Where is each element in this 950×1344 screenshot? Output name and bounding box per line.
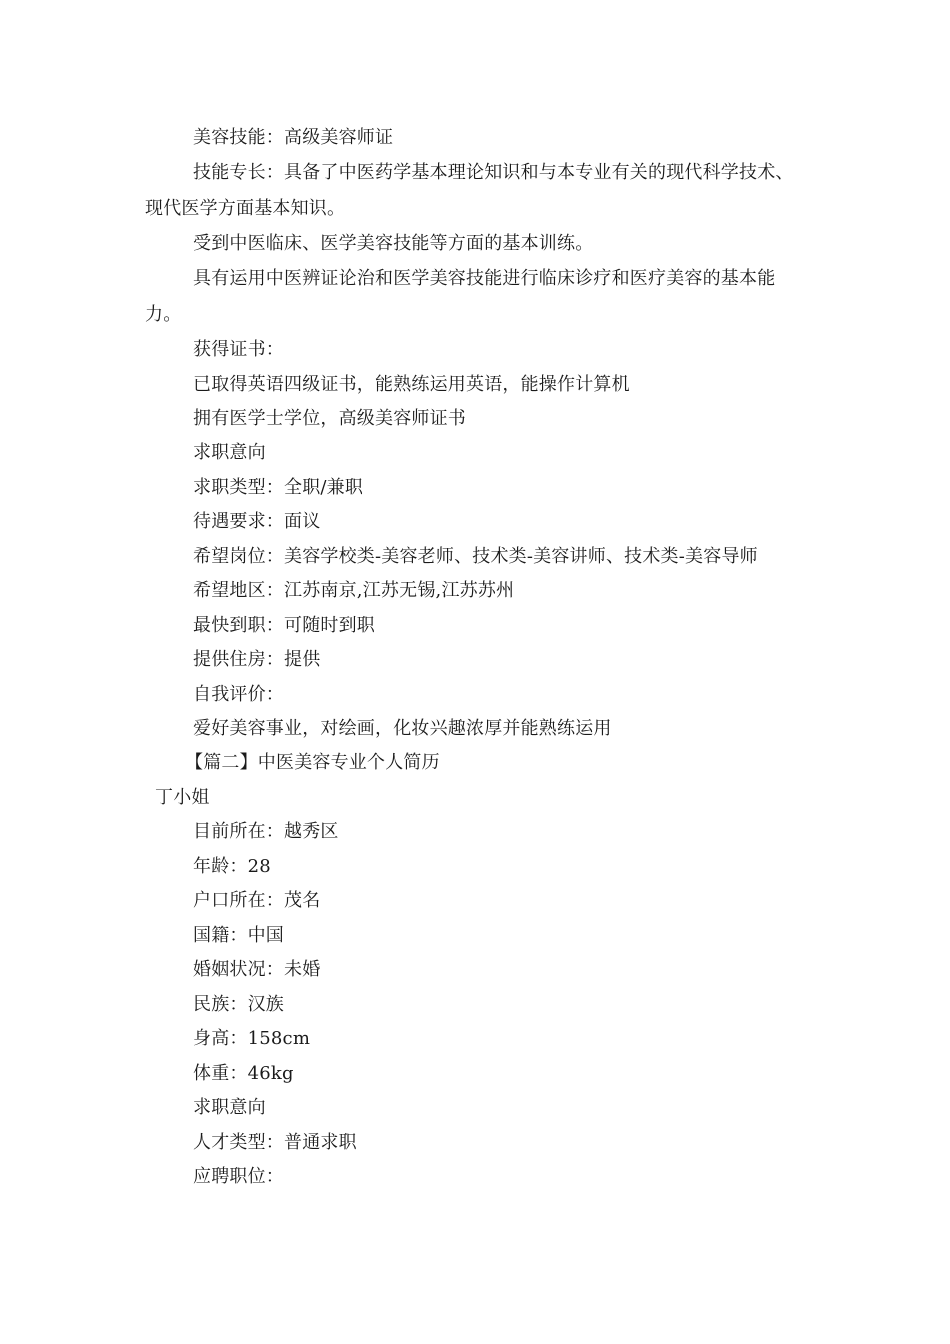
intent-heading-2: 求职意向 — [193, 1097, 266, 1118]
marital-line: 婚姻状况：未婚 — [193, 959, 321, 980]
skill-specialty-continuation: 现代医学方面基本知识。 — [145, 198, 346, 219]
section-title: 【篇二】中医美容专业个人简历 — [185, 752, 440, 773]
weight-line: 体重：46kg — [193, 1063, 294, 1084]
talent-type-line: 人才类型：普通求职 — [193, 1132, 357, 1153]
locations-line: 希望地区：江苏南京,江苏无锡,江苏苏州 — [193, 580, 515, 601]
intent-heading: 求职意向 — [193, 442, 266, 463]
position-line: 应聘职位： — [193, 1166, 284, 1187]
ethnicity-line: 民族：汉族 — [193, 994, 284, 1015]
height-line: 身高：158cm — [193, 1028, 311, 1049]
skill-specialty-line: 技能专长：具备了中医药学基本理论知识和与本专业有关的现代科学技术、 — [193, 162, 794, 183]
positions-line: 希望岗位：美容学校类-美容老师、技术类-美容讲师、技术类-美容导师 — [193, 546, 758, 567]
ability-line: 具有运用中医辨证论治和医学美容技能进行临床诊疗和医疗美容的基本能 — [193, 268, 776, 289]
housing-line: 提供住房：提供 — [193, 649, 321, 670]
self-eval-line: 爱好美容事业，对绘画，化妆兴趣浓厚并能熟练运用 — [193, 718, 612, 739]
self-eval-heading: 自我评价： — [193, 684, 284, 705]
nationality-line: 国籍：中国 — [193, 925, 284, 946]
cert-degree-line: 拥有医学士学位，高级美容师证书 — [193, 408, 466, 429]
location-line: 目前所在：越秀区 — [193, 821, 339, 842]
hukou-line: 户口所在：茂名 — [193, 890, 321, 911]
skill-cert-line: 美容技能：高级美容师证 — [193, 127, 394, 148]
training-line: 受到中医临床、医学美容技能等方面的基本训练。 — [193, 233, 594, 254]
start-line: 最快到职：可随时到职 — [193, 615, 375, 636]
certs-heading: 获得证书： — [193, 339, 284, 360]
job-type-line: 求职类型：全职/兼职 — [193, 477, 364, 498]
salary-line: 待遇要求：面议 — [193, 511, 321, 532]
ability-continuation: 力。 — [145, 304, 182, 325]
candidate-name: 丁小姐 — [155, 787, 210, 808]
age-line: 年龄：28 — [193, 856, 271, 877]
cert-english-line: 已取得英语四级证书，能熟练运用英语，能操作计算机 — [193, 374, 630, 395]
